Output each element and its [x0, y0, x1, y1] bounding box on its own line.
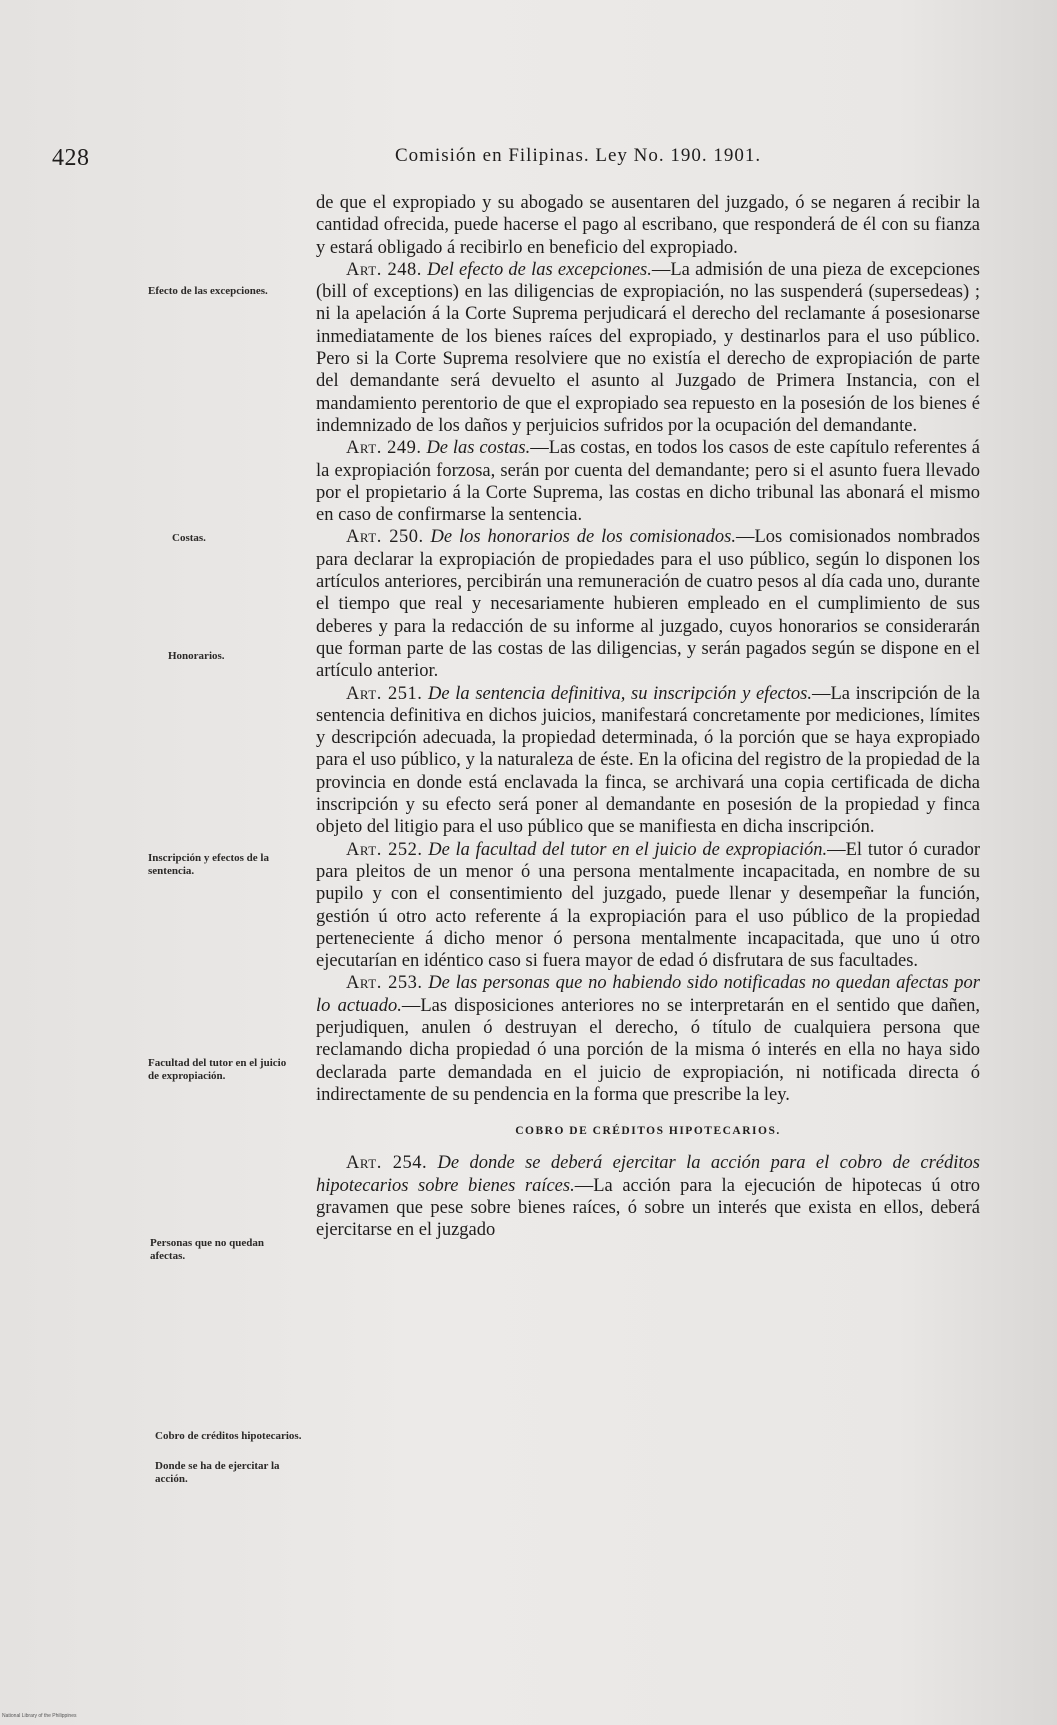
article-248: [316, 259, 980, 437]
article-252: [316, 839, 980, 973]
article-label: Art. 254.: [346, 1153, 428, 1174]
article-text: —La acción para la ejecución de hipotecas ú otro gravamen que pese sobre bienes raíces, ó sobre un interés que exista en ellos, deberá ejercitarse en el juzgado: [316, 1175, 981, 1241]
margin-note-cobro: Cobro de créditos hipotecarios.: [155, 1430, 302, 1442]
article-title: De los honorarios de los comisionados.: [430, 527, 736, 548]
running-head: Comisión en Filipinas. Ley No. 190. 1901.: [395, 145, 762, 166]
margin-note-facultad: Facultad del tutor en el juicio de expropiación.: [148, 1057, 287, 1082]
margin-note-costas: Costas.: [172, 532, 206, 544]
article-text: —Las costas, en todos los casos de este capítulo referentes á la expropiación forzosa, serán por cuenta del demandante; pero si el asunto fuera llevado por el propietario á la Corte Suprema, las costas en dicho tribunal las abonará el mismo en caso de confirmarse la sentencia.: [316, 438, 981, 526]
article-label: Art. 253.: [346, 973, 423, 994]
article-label: Art. 248.: [346, 259, 422, 280]
article-text: —El tutor ó curador para pleitos de un menor ó una persona mentalmente incapacitada, en nombre de su pupilo y con el consentimiento del juzgado, puede llenar y desempeñar la función, gestión ú otro acto referente á la expropiación para el uso público de la propiedad perteneciente á dicho menor ó persona mentalmente incapacitada, que uno ú otro ejecutarían en idéntico caso si fuera mayor de edad ó disfrutara de sus facultades.: [316, 839, 981, 972]
library-credit: National Library of the Philippines: [2, 1713, 77, 1719]
section-heading: COBRO DE CRÉDITOS HIPOTECARIOS.: [515, 1125, 781, 1138]
margin-note-efecto: Efecto de las excepciones.: [148, 285, 268, 297]
article-label: Art. 251.: [346, 683, 423, 704]
article-253: [316, 972, 980, 1106]
article-text: —Los comisionados nombrados para declarar la expropiación de propiedades para el uso público, según lo disponen los artículos anteriores, percibirán una remuneración de cuatro pesos al día cada uno, durante el tiempo que real y necesariamente hubieren empleado en el cumplimiento de sus deberes y para la redacción de su informe al juzgado, cuyos honorarios se considerarán que forman parte de las costas de las diligencias, y serán pagados según se dispone en el artículo anterior.: [316, 527, 981, 682]
article-250: [316, 526, 980, 682]
article-text: —Las disposiciones anteriores no se interpretarán en el sentido que dañen, perjudiquen, anulen ó destruyan el derecho, ó título de cualquiera persona que reclamando dicha propiedad ó una porción de la misma ó interés en ella no haya sido declarada parte demandada en el juicio de expropiación, ni notificada directa ó indirectamente de su pendencia en la forma que prescribe la ley.: [316, 995, 980, 1105]
article-label: Art. 250.: [346, 527, 424, 548]
margin-note-donde: Donde se ha de ejercitar la acción.: [155, 1460, 280, 1485]
article-title: De las costas.: [426, 438, 531, 459]
margin-note-honorarios: Honorarios.: [168, 650, 225, 662]
article-title: De las personas que no habiendo sido notificadas no quedan afectas por lo actuado.: [316, 973, 981, 1016]
article-title: Del efecto de las excepciones.: [427, 259, 652, 280]
article-254: [316, 1152, 980, 1241]
margin-note-inscripcion: Inscripción y efectos de la sentencia.: [148, 852, 269, 877]
article-label: Art. 249.: [346, 438, 422, 459]
page-number: 428: [52, 145, 90, 171]
article-label: Art. 252.: [346, 839, 423, 860]
article-title: De la facultad del tutor en el juicio de expropiación.: [428, 839, 828, 860]
article-title: De donde se deberá ejercitar la acción para el cobro de créditos hipotecarios sobre bienes raíces.: [316, 1153, 980, 1196]
article-text: —La admisión de una pieza de excepciones (bill of exceptions) en las diligencias de expropiación, no las suspenderá (supersedeas) ; ni la apelación á la Corte Suprema perjudicará el derecho del reclamante á posesionarse inmediatamente de los bienes raíces del expropiado, y destinarlos para el uso público. Pero si la Corte Suprema resolviere que no existía el derecho de expropiación de parte del demandante será devuelto el asunto al Juzgado de Primera Instancia, con el mandamiento perentorio de que el expropiado sea repuesto en la posesión de los bienes é indemnizado de los daños y perjuicios sufridos por la ocupación del demandante.: [316, 259, 980, 436]
margin-note-personas: Personas que no quedan afectas.: [150, 1237, 265, 1262]
opening-paragraph: de que el expropiado y su abogado se ausentaren del juzgado, ó se negaren á recibir la cantidad ofrecida, puede hacerse el pago al escribano, que responderá de él con su fianza y estará obligado á recibirlo en beneficio del expropiado.: [316, 193, 980, 258]
article-249: [316, 437, 980, 526]
body-text: [316, 192, 980, 1242]
article-text: —La inscripción de la sentencia definitiva en dichos juicios, manifestará concretamente por mediciones, límites y descripción adecuada, la propiedad determinada, ó la porción que se haya expropiado para el uso público, y la naturaleza de éste. En la oficina del registro de la propiedad de la provincia en donde está enclavada la finca, se archivará una copia certificada de dicha inscripción y su efecto será poner al demandante en posesión de la propiedad y finca objeto del litigio para el uso público que se manifiesta en dicha inscripción.: [316, 683, 980, 838]
article-title: De la sentencia definitiva, su inscripción y efectos.: [428, 683, 812, 704]
article-251: [316, 683, 980, 839]
